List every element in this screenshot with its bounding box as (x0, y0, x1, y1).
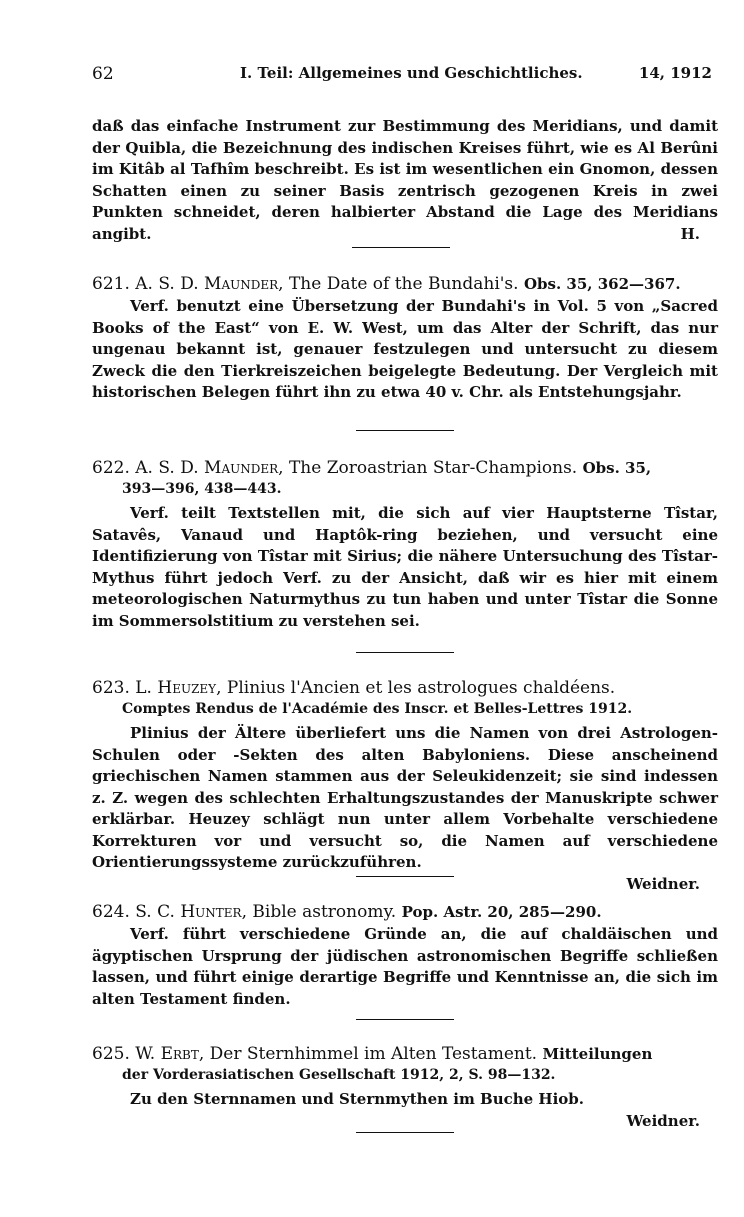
page-header (92, 64, 712, 86)
entry-body: Verf. führt verschiedene Gründe an, die auf chaldäischen und ägyptischen Ursprung der jüdischen astronomischen Begriffe schließen lassen, und führt einige derartige Begriffe und Kenntnisse an, die sich im alten Testament finden. (92, 925, 718, 1008)
entry-journal: Obs. 35, 362—367. (523, 275, 681, 293)
entry-624 (92, 900, 718, 1010)
entry-initials: A. S. D. (135, 274, 199, 294)
separator-rule (352, 247, 450, 248)
separator-rule (356, 876, 454, 877)
entry-title: Bible astronomy. (252, 902, 397, 922)
entry-heading: 623. L. Heuzey, Plinius l'Ancien et les astrologues chaldéens. (92, 678, 616, 698)
entry-621 (92, 272, 718, 404)
entry-number: 624. (92, 902, 130, 922)
entry-author: Erbt (160, 1044, 199, 1064)
running-title: I. Teil: Allgemeines und Geschichtliches. (240, 64, 583, 82)
entry-title: Der Sternhimmel im Alten Testament. (209, 1044, 538, 1064)
entry-journal: Obs. 35, (582, 459, 652, 477)
entry-body: Verf. teilt Textstellen mit, die sich auf vier Hauptsterne Tîstar, Satavês, Vanaud und Haptôk-ring beziehen, und versucht eine Identifizierung von Tîstar mit Sirius; die nähere Untersuchung des Tîstar-Mythus führt jedoch Verf. zu der Ansicht, daß wir es hier mit einem meteorologischen Naturmythus zu tun haben und unter Tîstar die Sonne im Sommersolstitium zu verstehen sei. (92, 504, 718, 630)
entry-body: Zu den Sternnamen und Sternmythen im Buche Hiob. (130, 1090, 585, 1108)
entry-citation-continuation: Comptes Rendus de l'Académie des Inscr. et Belles-Lettres 1912. (122, 701, 633, 717)
separator-rule (356, 652, 454, 653)
intro-paragraph (92, 116, 718, 245)
page-number: 62 (92, 64, 114, 84)
entry-number: 621. (92, 274, 130, 294)
entry-initials: L. (135, 678, 152, 698)
entry-heading: 625. W. Erbt, Der Sternhimmel im Alten Testament. Mitteilungen (92, 1044, 653, 1064)
entry-signature: Weidner. (626, 874, 700, 893)
entry-heading: 622. A. S. D. Maunder, The Zoroastrian Star-Champions. Obs. 35, (92, 458, 652, 478)
entry-initials: W. (135, 1044, 156, 1064)
entry-journal: Pop. Astr. 20, 285—290. (401, 903, 602, 921)
intro-signature: H. (680, 225, 700, 243)
volume-year: 14, 1912 (638, 64, 712, 82)
entry-author: Maunder (204, 458, 279, 478)
entry-citation-continuation: der Vorderasiatischen Gesellschaft 1912, 2, S. 98—132. (122, 1067, 556, 1083)
entry-625 (92, 1042, 718, 1132)
intro-text: daß das einfache Instrument zur Bestimmung des Meridians, und damit der Quibla, die Bezeichnung des indischen Kreises führt, wie es Al Berûni im Kitâb al Tafhîm beschreibt. Es ist im wesentlichen ein Gnomon, dessen Schatten einen zu seiner Basis zentrisch gezogenen Kreis in zwei Punkten schneidet, deren halbierter Abstand die Lage des Meridians angibt. (92, 117, 718, 243)
entry-journal: Mitteilungen (542, 1045, 653, 1063)
entry-author: Heuzey (157, 678, 217, 698)
separator-rule (356, 430, 454, 431)
entry-title: Plinius l'Ancien et les astrologues chaldéens. (226, 678, 616, 698)
entry-signature: Weidner. (626, 1111, 700, 1130)
entry-citation-continuation: 393—396, 438—443. (122, 481, 282, 497)
entry-title: The Date of the Bundahi's. (288, 274, 519, 294)
entry-initials: A. S. D. (135, 458, 199, 478)
entry-number: 622. (92, 458, 130, 478)
separator-rule (356, 1019, 454, 1020)
entry-body: Plinius der Ältere überliefert uns die Namen von drei Astrologen-Schulen oder -Sekten des alten Babyloniens. Diese anscheinend griechischen Namen stammen aus der Seleukidenzeit; sie sind indessen z. Z. wegen des schlechten Erhaltungszustandes der Manuskripte schwer erklärbar. Heuzey schlägt nun unter allem Vorbehalte verschiedene Korrekturen vor und versucht so, die Namen auf verschiedene Orientierungssysteme zurückzuführen. (92, 724, 718, 871)
entry-heading: 624. S. C. Hunter, Bible astronomy. Pop. Astr. 20, 285—290. (92, 902, 602, 922)
entry-author: Hunter (180, 902, 242, 922)
entry-initials: S. C. (135, 902, 175, 922)
entry-title: The Zoroastrian Star-Champions. (288, 458, 578, 478)
entry-622 (92, 456, 718, 632)
entry-author: Maunder (204, 274, 279, 294)
entry-623 (92, 676, 718, 895)
entry-number: 625. (92, 1044, 130, 1064)
entry-heading: 621. A. S. D. Maunder, The Date of the Bundahi's. Obs. 35, 362—367. (92, 274, 681, 294)
separator-rule (356, 1132, 454, 1133)
entry-number: 623. (92, 678, 130, 698)
entry-body: Verf. benutzt eine Übersetzung der Bundahi's in Vol. 5 von „Sacred Books of the East“ von E. W. West, um das Alter der Schrift, das nur ungenau bekannt ist, genauer festzulegen und untersucht zu diesem Zweck die den Tierkreiszeichen beigelegte Bedeutung. Der Vergleich mit historischen Belegen führt ihn zu etwa 40 v. Chr. als Entstehungsjahr. (92, 297, 718, 401)
